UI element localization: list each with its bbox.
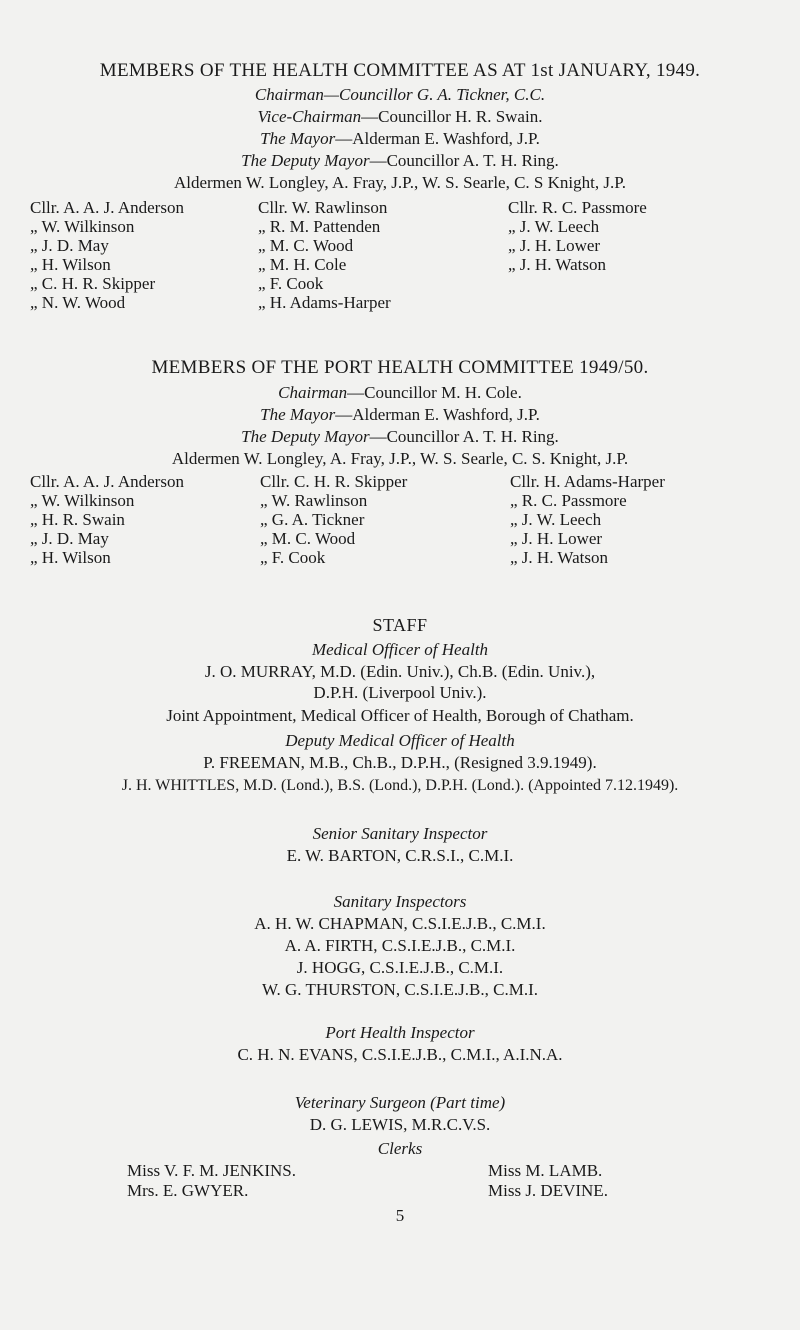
vet-title: Veterinary Surgeon (Part time) — [294, 1093, 506, 1112]
port-aldermen: Aldermen W. Longley, A. Fray, J.P., W. S. Searle, C. S. Knight, J.P. — [171, 449, 629, 468]
list-item: „ C. H. R. Skipper — [30, 274, 156, 293]
health-chairman-line — [0, 85, 800, 105]
port-column-3 — [510, 472, 665, 567]
si-name-2: A. A. FIRTH, C.S.I.E.J.B., C.M.I. — [284, 936, 516, 955]
list-item: „ W. Rawlinson — [260, 491, 368, 510]
list-item: Cllr. A. A. J. Anderson — [30, 472, 184, 491]
list-item: „ H. Adams-Harper — [258, 293, 391, 312]
health-column-2 — [258, 198, 391, 312]
port-deputy-mayor-role: The Deputy Mayor — [241, 427, 370, 446]
list-item: „ J. D. May — [30, 236, 109, 255]
health-vice-chairman-name: —Councillor H. R. Swain. — [361, 107, 543, 126]
list-item: „ J. H. Watson — [508, 255, 606, 274]
moh-line-2: D.P.H. (Liverpool Univ.). — [313, 683, 487, 702]
clerks-right-column — [488, 1161, 608, 1201]
port-chairman-role: Chairman — [278, 383, 348, 402]
list-item: „ F. Cook — [258, 274, 324, 293]
port-deputy-mayor-name: —Councillor A. T. H. Ring. — [369, 427, 559, 446]
port-members-columns — [0, 472, 800, 572]
port-chairman-line — [0, 383, 800, 403]
moh-title: Medical Officer of Health — [311, 640, 489, 659]
list-item: „ F. Cook — [260, 548, 326, 567]
dmoh-line-2: J. H. WHITTLES, M.D. (Lond.), B.S. (Lond.), D.P.H. (Lond.). (Appointed 7.12.1949). — [121, 777, 679, 794]
list-item: Miss V. F. M. JENKINS. — [127, 1161, 297, 1180]
list-item: Miss M. LAMB. — [488, 1161, 603, 1180]
health-mayor-line — [0, 129, 800, 149]
health-committee-heading: MEMBERS OF THE HEALTH COMMITTEE AS AT 1st JANUARY, 1949. — [99, 60, 701, 81]
list-item: „ H. Wilson — [30, 548, 111, 567]
list-item: „ J. W. Leech — [508, 217, 600, 236]
port-mayor-role: The Mayor — [260, 405, 336, 424]
health-column-1 — [30, 198, 184, 312]
list-item: „ R. M. Pattenden — [258, 217, 381, 236]
port-mayor-name: —Alderman E. Washford, J.P. — [335, 405, 540, 424]
list-item: „ J. D. May — [30, 529, 109, 548]
list-item: „ R. C. Passmore — [510, 491, 627, 510]
health-vice-chairman-role: Vice-Chairman — [257, 107, 362, 126]
list-item: „ M. H. Cole — [258, 255, 347, 274]
dmoh-line-1: P. FREEMAN, M.B., Ch.B., D.P.H., (Resigned 3.9.1949). — [203, 753, 597, 772]
list-item: Cllr. W. Rawlinson — [258, 198, 388, 217]
port-deputy-mayor-line — [0, 427, 800, 447]
health-deputy-mayor-line — [0, 151, 800, 171]
list-item: „ M. C. Wood — [258, 236, 354, 255]
health-chairman-name: —Councillor G. A. Tickner, C.C. — [323, 85, 546, 104]
list-item: „ M. C. Wood — [260, 529, 356, 548]
list-item: Miss J. DEVINE. — [488, 1181, 608, 1200]
health-deputy-mayor-name: —Councillor A. T. H. Ring. — [369, 151, 559, 170]
port-column-1 — [30, 472, 184, 567]
clerks-left-column — [127, 1161, 296, 1201]
port-committee-heading: MEMBERS OF THE PORT HEALTH COMMITTEE 1949/50. — [151, 357, 649, 378]
list-item: „ H. Wilson — [30, 255, 111, 274]
list-item: „ J. H. Watson — [510, 548, 608, 567]
list-item: „ H. R. Swain — [30, 510, 125, 529]
clerks-title: Clerks — [377, 1139, 423, 1158]
health-aldermen: Aldermen W. Longley, A. Fray, J.P., W. S. Searle, C. S Knight, J.P. — [173, 173, 627, 192]
dmoh-title: Deputy Medical Officer of Health — [285, 731, 515, 750]
phi-title: Port Health Inspector — [325, 1023, 475, 1042]
port-column-2 — [260, 472, 407, 567]
health-members-columns — [0, 198, 800, 318]
ssi-name: E. W. BARTON, C.R.S.I., C.M.I. — [286, 846, 514, 865]
ssi-title: Senior Sanitary Inspector — [312, 824, 488, 843]
list-item: Cllr. A. A. J. Anderson — [30, 198, 184, 217]
list-item: Cllr. R. C. Passmore — [508, 198, 647, 217]
health-column-3 — [508, 198, 647, 274]
list-item: „ N. W. Wood — [30, 293, 126, 312]
si-name-4: W. G. THURSTON, C.S.I.E.J.B., C.M.I. — [262, 980, 538, 999]
list-item: „ W. Wilkinson — [30, 217, 135, 236]
moh-line-1: J. O. MURRAY, M.D. (Edin. Univ.), Ch.B. (Edin. Univ.), — [204, 662, 596, 681]
list-item: „ J. W. Leech — [510, 510, 602, 529]
list-item: „ J. H. Lower — [510, 529, 603, 548]
staff-heading: STAFF — [372, 615, 428, 635]
si-title: Sanitary Inspectors — [333, 892, 467, 911]
list-item: „ W. Wilkinson — [30, 491, 135, 510]
phi-name: C. H. N. EVANS, C.S.I.E.J.B., C.M.I., A.I.N.A. — [237, 1045, 563, 1064]
health-vice-chairman-line — [0, 107, 800, 127]
port-chairman-name: —Councillor M. H. Cole. — [347, 383, 522, 402]
list-item: „ G. A. Tickner — [260, 510, 365, 529]
port-mayor-line — [0, 405, 800, 425]
si-name-3: J. HOGG, C.S.I.E.J.B., C.M.I. — [296, 958, 504, 977]
health-mayor-role: The Mayor — [260, 129, 336, 148]
page-number: 5 — [395, 1206, 405, 1225]
list-item: Cllr. C. H. R. Skipper — [260, 472, 408, 491]
si-name-1: A. H. W. CHAPMAN, C.S.I.E.J.B., C.M.I. — [254, 914, 546, 933]
list-item: „ J. H. Lower — [508, 236, 601, 255]
list-item: Mrs. E. GWYER. — [127, 1181, 249, 1200]
list-item: Cllr. H. Adams-Harper — [510, 472, 665, 491]
moh-line-3: Joint Appointment, Medical Officer of Health, Borough of Chatham. — [166, 706, 634, 725]
vet-name: D. G. LEWIS, M.R.C.V.S. — [309, 1115, 491, 1134]
health-chairman-role: Chairman — [254, 85, 324, 104]
health-mayor-name: —Alderman E. Washford, J.P. — [335, 129, 540, 148]
health-deputy-mayor-role: The Deputy Mayor — [241, 151, 370, 170]
